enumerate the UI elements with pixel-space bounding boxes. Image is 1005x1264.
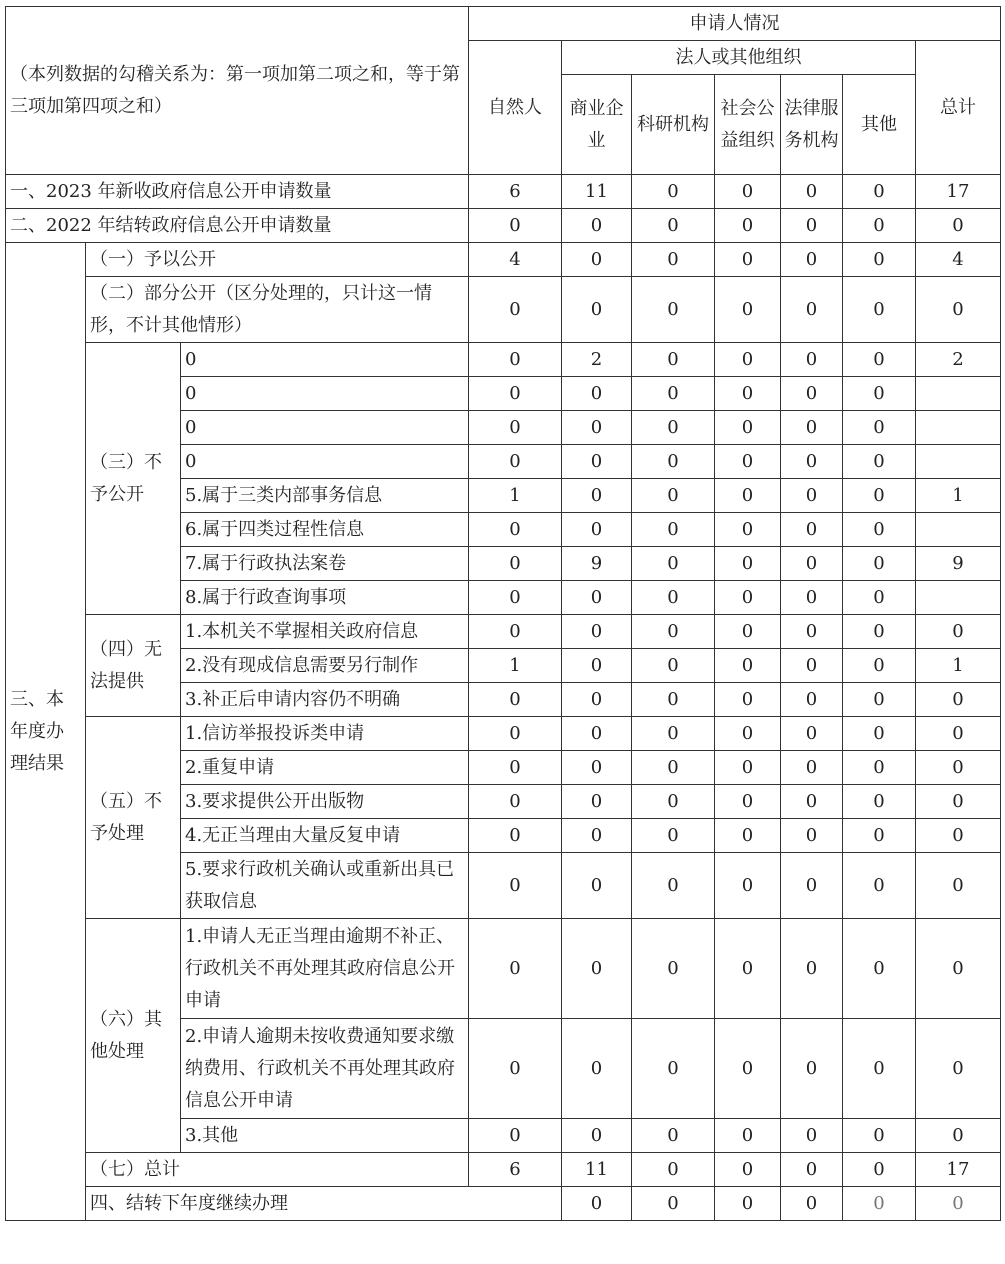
cell-research: 0 bbox=[632, 411, 715, 445]
cell-total: 1 bbox=[916, 479, 1001, 513]
cell-research: 0 bbox=[632, 209, 715, 243]
cell-social: 0 bbox=[715, 853, 781, 919]
cell-research: 0 bbox=[715, 1187, 781, 1221]
cell-total bbox=[916, 411, 1001, 445]
cell-legal-service: 0 bbox=[781, 243, 843, 277]
section3-label: 三、本年度办理结果 bbox=[6, 243, 86, 1221]
row-label: 4.无正当理由大量反复申请 bbox=[181, 819, 469, 853]
header-legal-service: 法律服务机构 bbox=[781, 75, 843, 175]
cell-natural: 0 bbox=[469, 1119, 562, 1153]
cell-social: 0 bbox=[715, 445, 781, 479]
cell-other: 0 bbox=[843, 717, 916, 751]
cell-social: 0 bbox=[715, 243, 781, 277]
cell-commercial: 0 bbox=[562, 717, 632, 751]
cell-social: 0 bbox=[715, 377, 781, 411]
cell-social: 0 bbox=[715, 479, 781, 513]
cell-social: 0 bbox=[715, 1153, 781, 1187]
cell-commercial: 2 bbox=[562, 343, 632, 377]
cell-legal-service: 0 bbox=[781, 1019, 843, 1119]
row-label: 5.要求行政机关确认或重新出具已获取信息 bbox=[181, 853, 469, 919]
row-label: 3.补正后申请内容仍不明确 bbox=[181, 683, 469, 717]
cell-social: 0 bbox=[715, 751, 781, 785]
cell-total: 0 bbox=[916, 277, 1001, 343]
table-row bbox=[6, 277, 1001, 343]
table-row bbox=[6, 615, 1001, 649]
cell-commercial: 0 bbox=[562, 243, 632, 277]
row-label: 1.本机关不掌握相关政府信息 bbox=[181, 615, 469, 649]
cell-natural: 0 bbox=[562, 1187, 632, 1221]
cell-total: 0 bbox=[916, 751, 1001, 785]
table-row bbox=[6, 919, 1001, 1019]
cell-social: 0 bbox=[715, 615, 781, 649]
cell-commercial: 11 bbox=[562, 175, 632, 209]
cell-legal-service: 0 bbox=[781, 277, 843, 343]
cell-natural: 0 bbox=[469, 209, 562, 243]
cell-legal-service: 0 bbox=[781, 547, 843, 581]
cell-natural: 4 bbox=[469, 243, 562, 277]
cell-total bbox=[916, 581, 1001, 615]
cell-social: 0 bbox=[715, 683, 781, 717]
cell-natural: 0 bbox=[469, 277, 562, 343]
cell-legal-service: 0 bbox=[781, 343, 843, 377]
cell-social: 0 bbox=[715, 209, 781, 243]
row-label: 1.申请人无正当理由逾期不补正、行政机关不再处理其政府信息公开申请 bbox=[181, 919, 469, 1019]
cell-social: 0 bbox=[715, 411, 781, 445]
cell-social: 0 bbox=[715, 175, 781, 209]
cell-social: 0 bbox=[715, 547, 781, 581]
table-row bbox=[6, 717, 1001, 751]
header-social: 社会公益组织 bbox=[715, 75, 781, 175]
cell-research: 0 bbox=[632, 919, 715, 1019]
cell-social: 0 bbox=[781, 1187, 843, 1221]
cell-commercial: 0 bbox=[562, 581, 632, 615]
row-label: 2.重复申请 bbox=[181, 751, 469, 785]
row-label: （七）总计 bbox=[86, 1153, 469, 1187]
cell-natural: 1 bbox=[469, 479, 562, 513]
cell-natural: 0 bbox=[469, 615, 562, 649]
header-total: 总计 bbox=[916, 41, 1001, 175]
cell-other: 0 bbox=[843, 343, 916, 377]
cell-natural: 6 bbox=[469, 1153, 562, 1187]
row-label: 0 bbox=[181, 343, 469, 377]
cell-other: 0 bbox=[916, 1187, 1001, 1221]
cell-total: 0 bbox=[916, 919, 1001, 1019]
cell-social: 0 bbox=[715, 1019, 781, 1119]
cell-legal-service: 0 bbox=[781, 751, 843, 785]
cell-legal-service: 0 bbox=[781, 819, 843, 853]
cell-commercial: 0 bbox=[562, 819, 632, 853]
cell-research: 0 bbox=[632, 1153, 715, 1187]
cell-commercial: 0 bbox=[562, 513, 632, 547]
cell-social: 0 bbox=[715, 343, 781, 377]
table-row bbox=[6, 1153, 1001, 1187]
cell-social: 0 bbox=[715, 785, 781, 819]
cell-social: 0 bbox=[715, 277, 781, 343]
cell-total bbox=[916, 513, 1001, 547]
cell-social: 0 bbox=[715, 581, 781, 615]
cell-commercial: 11 bbox=[562, 1153, 632, 1187]
table-wrapper bbox=[5, 6, 1001, 1221]
cell-total: 0 bbox=[916, 853, 1001, 919]
cell-commercial: 0 bbox=[562, 209, 632, 243]
cell-other: 0 bbox=[843, 411, 916, 445]
cell-natural: 0 bbox=[469, 853, 562, 919]
cell-legal-service: 0 bbox=[781, 581, 843, 615]
cell-other: 0 bbox=[843, 1019, 916, 1119]
cell-other: 0 bbox=[843, 479, 916, 513]
cell-research: 0 bbox=[632, 277, 715, 343]
cell-other: 0 bbox=[843, 819, 916, 853]
header-note: （本列数据的勾稽关系为：第一项加第二项之和，等于第三项加第四项之和） bbox=[6, 7, 469, 175]
cell-other: 0 bbox=[843, 209, 916, 243]
cell-commercial: 0 bbox=[562, 377, 632, 411]
cell-natural: 0 bbox=[469, 1019, 562, 1119]
cell-total: 17 bbox=[916, 175, 1001, 209]
cell-natural: 0 bbox=[469, 751, 562, 785]
cell-natural: 1 bbox=[469, 649, 562, 683]
header-legal-org: 法人或其他组织 bbox=[562, 41, 916, 75]
cell-research: 0 bbox=[632, 377, 715, 411]
cell-other: 0 bbox=[843, 1153, 916, 1187]
cell-research: 0 bbox=[632, 513, 715, 547]
cell-other: 0 bbox=[843, 683, 916, 717]
cell-other: 0 bbox=[843, 1119, 916, 1153]
row-label: 3.要求提供公开出版物 bbox=[181, 785, 469, 819]
cell-total: 1 bbox=[916, 649, 1001, 683]
cell-other: 0 bbox=[843, 243, 916, 277]
cell-total: 0 bbox=[916, 819, 1001, 853]
header-natural-person: 自然人 bbox=[469, 41, 562, 175]
cell-legal-service: 0 bbox=[781, 615, 843, 649]
cell-other: 0 bbox=[843, 751, 916, 785]
header-applicant: 申请人情况 bbox=[469, 7, 1001, 41]
cell-commercial: 0 bbox=[562, 1019, 632, 1119]
row-label: 2.申请人逾期未按收费通知要求缴纳费用、行政机关不再处理其政府信息公开申请 bbox=[181, 1019, 469, 1119]
cell-natural: 0 bbox=[469, 819, 562, 853]
cell-legal-service: 0 bbox=[781, 377, 843, 411]
cell-commercial: 0 bbox=[632, 1187, 715, 1221]
cell-legal-service: 0 bbox=[781, 717, 843, 751]
table-row bbox=[6, 175, 1001, 209]
cell-natural: 0 bbox=[469, 919, 562, 1019]
cell-total bbox=[916, 377, 1001, 411]
group4-label: （四）无法提供 bbox=[86, 615, 181, 717]
cell-total: 0 bbox=[916, 785, 1001, 819]
cell-research: 0 bbox=[632, 445, 715, 479]
cell-legal-service: 0 bbox=[781, 411, 843, 445]
group5-label: （五）不予处理 bbox=[86, 717, 181, 919]
cell-legal-service: 0 bbox=[781, 683, 843, 717]
header-other: 其他 bbox=[843, 75, 916, 175]
cell-commercial: 0 bbox=[562, 479, 632, 513]
row-label: 0 bbox=[181, 445, 469, 479]
cell-other: 0 bbox=[843, 513, 916, 547]
header-research: 科研机构 bbox=[632, 75, 715, 175]
cell-commercial: 0 bbox=[562, 919, 632, 1019]
row-label: （二）部分公开（区分处理的，只计这一情形，不计其他情形） bbox=[86, 277, 469, 343]
cell-research: 0 bbox=[632, 615, 715, 649]
cell-social: 0 bbox=[715, 717, 781, 751]
cell-commercial: 0 bbox=[562, 615, 632, 649]
cell-research: 0 bbox=[632, 751, 715, 785]
cell-total: 0 bbox=[916, 1019, 1001, 1119]
table-row bbox=[6, 343, 1001, 377]
table-row bbox=[6, 209, 1001, 243]
row-label: 0 bbox=[181, 411, 469, 445]
cell-legal-service: 0 bbox=[781, 479, 843, 513]
cell-commercial: 9 bbox=[562, 547, 632, 581]
cell-research: 0 bbox=[632, 717, 715, 751]
row-label: 0 bbox=[181, 377, 469, 411]
cell-legal-service: 0 bbox=[781, 1153, 843, 1187]
row-label: 7.属于行政执法案卷 bbox=[181, 547, 469, 581]
cell-total: 0 bbox=[916, 209, 1001, 243]
cell-natural: 0 bbox=[469, 377, 562, 411]
cell-other: 0 bbox=[843, 277, 916, 343]
cell-natural: 0 bbox=[469, 513, 562, 547]
cell-natural: 0 bbox=[469, 343, 562, 377]
row-label: 2.没有现成信息需要另行制作 bbox=[181, 649, 469, 683]
header-commercial: 商业企业 bbox=[562, 75, 632, 175]
cell-social: 0 bbox=[715, 819, 781, 853]
cell-commercial: 0 bbox=[562, 751, 632, 785]
cell-other: 0 bbox=[843, 445, 916, 479]
cell-total: 0 bbox=[916, 683, 1001, 717]
cell-natural: 0 bbox=[469, 717, 562, 751]
row-label: 二、2022 年结转政府信息公开申请数量 bbox=[6, 209, 469, 243]
cell-legal-service: 0 bbox=[781, 1119, 843, 1153]
cell-research: 0 bbox=[632, 853, 715, 919]
cell-research: 0 bbox=[632, 683, 715, 717]
table-row bbox=[6, 243, 1001, 277]
cell-research: 0 bbox=[632, 243, 715, 277]
row-label: 6.属于四类过程性信息 bbox=[181, 513, 469, 547]
cell-social: 0 bbox=[715, 649, 781, 683]
cell-research: 0 bbox=[632, 547, 715, 581]
cell-research: 0 bbox=[632, 479, 715, 513]
cell-other: 0 bbox=[843, 853, 916, 919]
disclosure-table bbox=[5, 6, 1001, 1221]
cell-research: 0 bbox=[632, 785, 715, 819]
row-label: 8.属于行政查询事项 bbox=[181, 581, 469, 615]
cell-legal-service: 0 bbox=[781, 175, 843, 209]
cell-research: 0 bbox=[632, 1019, 715, 1119]
cell-commercial: 0 bbox=[562, 277, 632, 343]
cell-total: 9 bbox=[916, 547, 1001, 581]
row-label: 1.信访举报投诉类申请 bbox=[181, 717, 469, 751]
cell-research: 0 bbox=[632, 649, 715, 683]
cell-commercial: 0 bbox=[562, 1119, 632, 1153]
cell-social: 0 bbox=[715, 513, 781, 547]
group6-label: （六）其他处理 bbox=[86, 919, 181, 1153]
cell-legal-service: 0 bbox=[843, 1187, 916, 1221]
cell-commercial: 0 bbox=[562, 683, 632, 717]
cell-legal-service: 0 bbox=[781, 445, 843, 479]
cell-natural: 0 bbox=[469, 581, 562, 615]
cell-natural: 0 bbox=[469, 445, 562, 479]
cell-other: 0 bbox=[843, 649, 916, 683]
cell-commercial: 0 bbox=[562, 445, 632, 479]
cell-other: 0 bbox=[843, 785, 916, 819]
cell-other: 0 bbox=[843, 615, 916, 649]
cell-legal-service: 0 bbox=[781, 853, 843, 919]
cell-legal-service: 0 bbox=[781, 209, 843, 243]
cell-commercial: 0 bbox=[562, 785, 632, 819]
cell-total: 0 bbox=[916, 615, 1001, 649]
cell-commercial: 0 bbox=[562, 411, 632, 445]
cell-research: 0 bbox=[632, 343, 715, 377]
cell-social: 0 bbox=[715, 1119, 781, 1153]
table-row bbox=[6, 1187, 1001, 1221]
cell-other: 0 bbox=[843, 581, 916, 615]
cell-legal-service: 0 bbox=[781, 649, 843, 683]
cell-natural: 0 bbox=[469, 411, 562, 445]
cell-total: 4 bbox=[916, 243, 1001, 277]
cell-other: 0 bbox=[843, 175, 916, 209]
cell-other: 0 bbox=[843, 919, 916, 1019]
cell-other: 0 bbox=[843, 377, 916, 411]
cell-other: 0 bbox=[843, 547, 916, 581]
cell-natural: 0 bbox=[469, 547, 562, 581]
cell-natural: 0 bbox=[469, 683, 562, 717]
cell-natural: 6 bbox=[469, 175, 562, 209]
row-label: 四、结转下年度继续办理 bbox=[86, 1187, 562, 1221]
cell-natural: 0 bbox=[469, 785, 562, 819]
row-label: 一、2023 年新收政府信息公开申请数量 bbox=[6, 175, 469, 209]
cell-legal-service: 0 bbox=[781, 785, 843, 819]
group3-label: （三）不予公开 bbox=[86, 343, 181, 615]
cell-research: 0 bbox=[632, 581, 715, 615]
row-label: （一）予以公开 bbox=[86, 243, 469, 277]
cell-research: 0 bbox=[632, 1119, 715, 1153]
cell-commercial: 0 bbox=[562, 853, 632, 919]
cell-research: 0 bbox=[632, 175, 715, 209]
cell-total: 17 bbox=[916, 1153, 1001, 1187]
cell-legal-service: 0 bbox=[781, 513, 843, 547]
cell-commercial: 0 bbox=[562, 649, 632, 683]
cell-total bbox=[916, 445, 1001, 479]
row-label: 5.属于三类内部事务信息 bbox=[181, 479, 469, 513]
cell-total: 2 bbox=[916, 343, 1001, 377]
cell-total: 0 bbox=[916, 717, 1001, 751]
cell-social: 0 bbox=[715, 919, 781, 1019]
cell-legal-service: 0 bbox=[781, 919, 843, 1019]
cell-research: 0 bbox=[632, 819, 715, 853]
row-label: 3.其他 bbox=[181, 1119, 469, 1153]
cell-total: 0 bbox=[916, 1119, 1001, 1153]
